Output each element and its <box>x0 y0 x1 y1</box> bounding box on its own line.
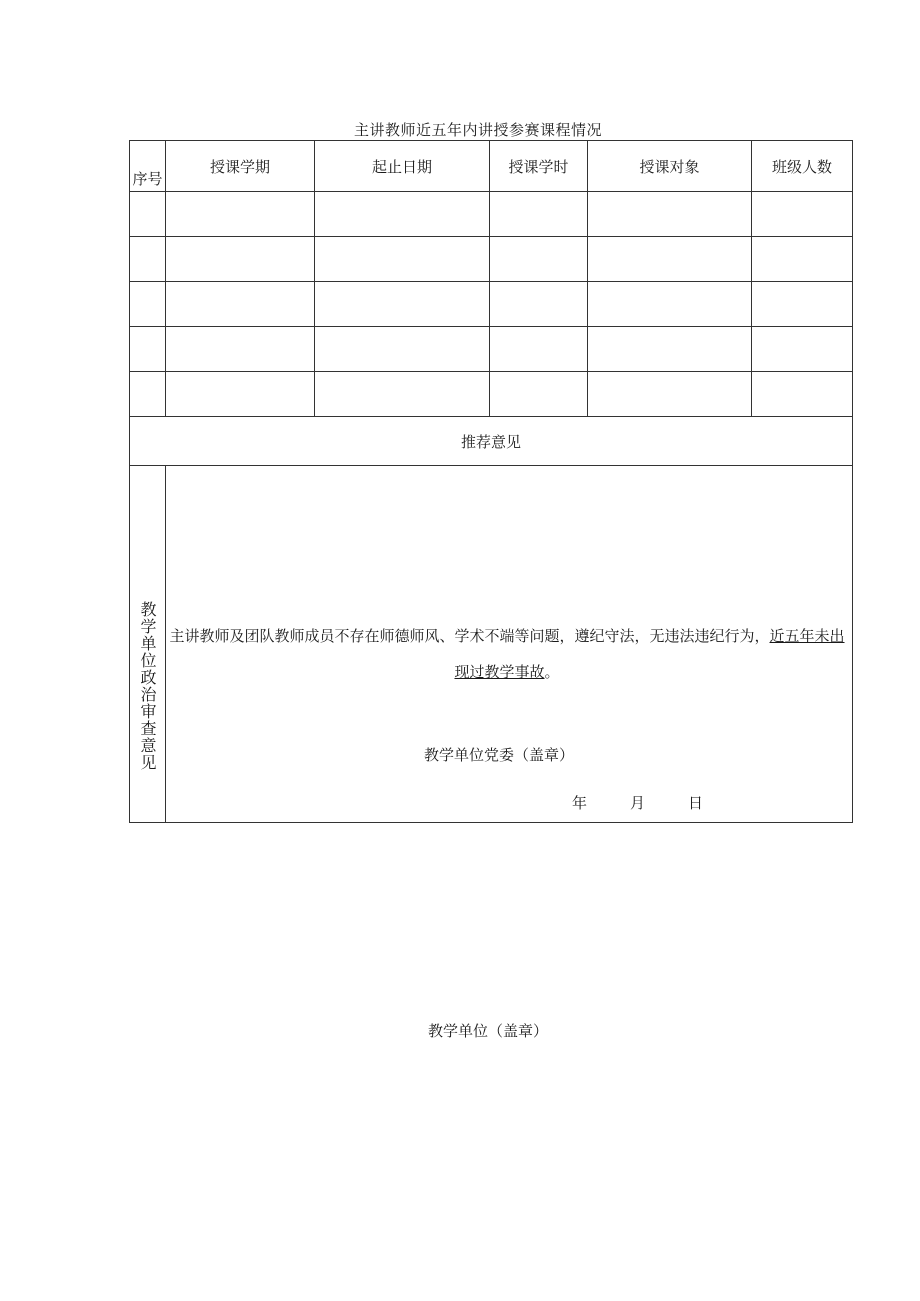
cell-audience[interactable] <box>588 282 752 327</box>
course-table <box>129 140 853 823</box>
header-audience: 授课对象 <box>588 141 752 192</box>
date-day: 日 <box>688 794 704 812</box>
header-term: 授课学期 <box>166 141 315 192</box>
cell-audience[interactable] <box>588 237 752 282</box>
cell-term[interactable] <box>166 327 315 372</box>
table-header-row <box>130 141 853 192</box>
cell-dates[interactable] <box>315 282 490 327</box>
cell-hours[interactable] <box>490 192 588 237</box>
cell-term[interactable] <box>166 372 315 417</box>
political-review-label-cell <box>130 466 166 823</box>
cell-audience[interactable] <box>588 372 752 417</box>
cell-seq[interactable] <box>130 282 166 327</box>
cell-seq[interactable] <box>130 192 166 237</box>
recommendation-row <box>130 417 853 466</box>
cell-class-size[interactable] <box>752 192 853 237</box>
cell-class-size[interactable] <box>752 372 853 417</box>
political-review-content <box>166 466 853 823</box>
teaching-unit-seal: 教学单位（盖章） <box>427 1022 548 1040</box>
cell-seq[interactable] <box>130 372 166 417</box>
document-title: 主讲教师近五年内讲授参赛课程情况 <box>353 121 602 139</box>
political-review-row <box>130 466 853 823</box>
cell-class-size[interactable] <box>752 237 853 282</box>
cell-audience[interactable] <box>588 327 752 372</box>
cell-hours[interactable] <box>490 282 588 327</box>
cell-class-size[interactable] <box>752 282 853 327</box>
date-month: 月 <box>630 794 646 812</box>
cell-dates[interactable] <box>315 192 490 237</box>
table-row <box>130 237 853 282</box>
cell-seq[interactable] <box>130 327 166 372</box>
political-review-label: 教学单位政治审查意见 <box>138 601 157 771</box>
signature-date <box>572 792 703 813</box>
recommendation-label: 推荐意见 <box>130 417 853 466</box>
table-row <box>130 192 853 237</box>
review-statement <box>166 598 852 690</box>
statement-period: 。 <box>544 663 560 681</box>
header-class-size: 班级人数 <box>752 141 853 192</box>
cell-dates[interactable] <box>315 372 490 417</box>
table-row <box>130 372 853 417</box>
cell-audience[interactable] <box>588 192 752 237</box>
header-seq: 序号 <box>130 141 166 192</box>
header-hours: 授课学时 <box>490 141 588 192</box>
cell-hours[interactable] <box>490 237 588 282</box>
cell-seq[interactable] <box>130 237 166 282</box>
header-dates: 起止日期 <box>315 141 490 192</box>
table-row <box>130 282 853 327</box>
cell-class-size[interactable] <box>752 327 853 372</box>
table-row <box>130 327 853 372</box>
date-year: 年 <box>572 794 588 812</box>
cell-dates[interactable] <box>315 327 490 372</box>
statement-underlined: 近五年未出现过教学事故 <box>454 627 845 681</box>
cell-term[interactable] <box>166 282 315 327</box>
cell-hours[interactable] <box>490 372 588 417</box>
statement-text: 主讲教师及团队教师成员不存在师德师风、学术不端等问题，遵纪守法，无违法违纪行为， <box>169 627 770 645</box>
cell-dates[interactable] <box>315 237 490 282</box>
party-committee-seal: 教学单位党委（盖章） <box>424 746 575 764</box>
cell-term[interactable] <box>166 192 315 237</box>
cell-hours[interactable] <box>490 327 588 372</box>
cell-term[interactable] <box>166 237 315 282</box>
